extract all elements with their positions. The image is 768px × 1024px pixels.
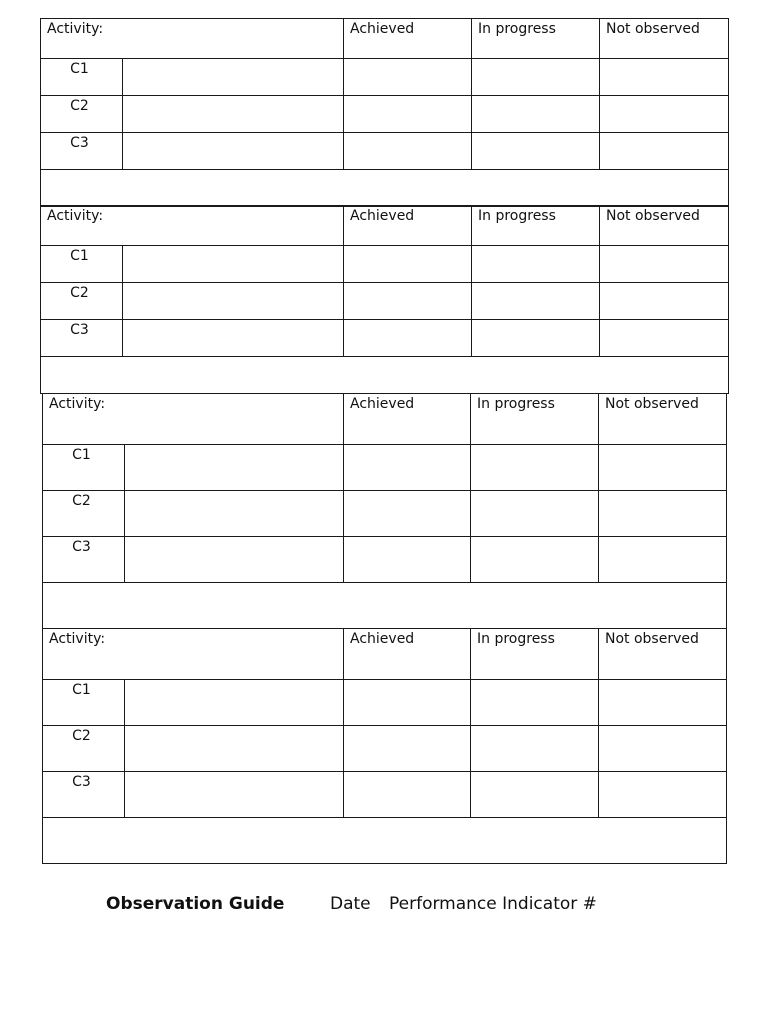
criterion-description-cell[interactable] xyxy=(125,491,344,537)
achieved-check-cell[interactable] xyxy=(344,96,472,133)
in-progress-check-cell[interactable] xyxy=(471,726,599,772)
not-observed-header xyxy=(600,19,729,59)
criterion-code: C1 xyxy=(72,682,91,698)
criterion-description-cell[interactable] xyxy=(123,59,344,96)
criterion-code-cell xyxy=(43,537,125,583)
achieved-check-cell[interactable] xyxy=(344,283,472,320)
criterion-row-c2 xyxy=(41,96,729,133)
criterion-description-cell[interactable] xyxy=(125,537,344,583)
not-observed-label: Not observed xyxy=(605,631,699,647)
not-observed-header xyxy=(599,629,727,680)
criterion-code-cell xyxy=(41,283,123,320)
table-header-row xyxy=(43,629,727,680)
achieved-check-cell[interactable] xyxy=(344,445,471,491)
notes-row xyxy=(43,818,727,864)
activity-cell[interactable] xyxy=(43,629,344,680)
criterion-description-cell[interactable] xyxy=(125,445,344,491)
not-observed-check-cell[interactable] xyxy=(600,246,729,283)
in-progress-label: In progress xyxy=(477,396,555,412)
notes-cell[interactable] xyxy=(43,818,727,864)
achieved-label: Achieved xyxy=(350,631,415,647)
activity-label: Activity: xyxy=(49,396,106,412)
not-observed-check-cell[interactable] xyxy=(600,96,729,133)
achieved-header xyxy=(344,206,472,246)
table-header-row xyxy=(41,19,729,59)
not-observed-check-cell[interactable] xyxy=(600,320,729,357)
table-header-row xyxy=(43,394,727,445)
criterion-code: C2 xyxy=(70,98,89,114)
not-observed-check-cell[interactable] xyxy=(599,772,727,818)
in-progress-header xyxy=(472,206,600,246)
criterion-description-cell[interactable] xyxy=(123,320,344,357)
criterion-code-cell xyxy=(41,96,123,133)
in-progress-check-cell[interactable] xyxy=(471,680,599,726)
achieved-header xyxy=(344,19,472,59)
criterion-code-cell xyxy=(43,680,125,726)
criterion-description-cell[interactable] xyxy=(125,772,344,818)
in-progress-check-cell[interactable] xyxy=(471,491,599,537)
not-observed-check-cell[interactable] xyxy=(600,59,729,96)
not-observed-check-cell[interactable] xyxy=(599,680,727,726)
criterion-description-cell[interactable] xyxy=(125,726,344,772)
activity-label: Activity: xyxy=(47,208,104,224)
not-observed-check-cell[interactable] xyxy=(599,537,727,583)
criterion-code: C1 xyxy=(70,61,89,77)
notes-cell[interactable] xyxy=(41,170,729,207)
activity-label: Activity: xyxy=(47,21,104,37)
not-observed-label: Not observed xyxy=(606,208,700,224)
in-progress-label: In progress xyxy=(478,208,556,224)
achieved-check-cell[interactable] xyxy=(344,246,472,283)
criterion-row-c1 xyxy=(43,445,727,491)
criterion-row-c3 xyxy=(43,537,727,583)
criterion-code: C2 xyxy=(72,493,91,509)
not-observed-check-cell[interactable] xyxy=(599,445,727,491)
achieved-check-cell[interactable] xyxy=(344,320,472,357)
criterion-description-cell[interactable] xyxy=(123,133,344,170)
criterion-row-c3 xyxy=(41,320,729,357)
criterion-code: C3 xyxy=(70,135,89,151)
in-progress-label: In progress xyxy=(477,631,555,647)
criterion-row-c2 xyxy=(43,726,727,772)
criterion-description-cell[interactable] xyxy=(123,283,344,320)
criterion-code: C1 xyxy=(72,447,91,463)
achieved-check-cell[interactable] xyxy=(344,491,471,537)
in-progress-header xyxy=(471,629,599,680)
criterion-code-cell xyxy=(43,726,125,772)
criterion-row-c1 xyxy=(41,59,729,96)
achieved-check-cell[interactable] xyxy=(344,59,472,96)
not-observed-label: Not observed xyxy=(606,21,700,37)
not-observed-header xyxy=(599,394,727,445)
observation-table-1 xyxy=(40,18,729,207)
criterion-row-c2 xyxy=(41,283,729,320)
in-progress-label: In progress xyxy=(478,21,556,37)
criterion-code: C1 xyxy=(70,248,89,264)
not-observed-check-cell[interactable] xyxy=(599,726,727,772)
achieved-label: Achieved xyxy=(350,396,415,412)
criterion-description-cell[interactable] xyxy=(123,246,344,283)
activity-cell[interactable] xyxy=(41,19,344,59)
observation-table-4 xyxy=(42,628,727,864)
criterion-row-c1 xyxy=(41,246,729,283)
observation-table-2 xyxy=(40,205,729,394)
criterion-code: C2 xyxy=(72,728,91,744)
not-observed-check-cell[interactable] xyxy=(599,491,727,537)
in-progress-check-cell[interactable] xyxy=(472,246,600,283)
in-progress-check-cell[interactable] xyxy=(471,537,599,583)
achieved-label: Achieved xyxy=(350,21,415,37)
criterion-code-cell xyxy=(43,445,125,491)
table-header-row xyxy=(41,206,729,246)
activity-label: Activity: xyxy=(49,631,106,647)
notes-row xyxy=(41,357,729,394)
criterion-code-cell xyxy=(43,491,125,537)
criterion-description-cell[interactable] xyxy=(123,96,344,133)
criterion-code: C3 xyxy=(70,322,89,338)
not-observed-check-cell[interactable] xyxy=(600,133,729,170)
notes-cell[interactable] xyxy=(41,357,729,394)
notes-row xyxy=(41,170,729,207)
criterion-code: C2 xyxy=(70,285,89,301)
criterion-row-c2 xyxy=(43,491,727,537)
in-progress-check-cell[interactable] xyxy=(472,320,600,357)
criterion-row-c3 xyxy=(43,772,727,818)
footer-indicator-label: Performance Indicator # xyxy=(389,894,597,914)
not-observed-check-cell[interactable] xyxy=(600,283,729,320)
achieved-check-cell[interactable] xyxy=(344,133,472,170)
criterion-code-cell xyxy=(41,320,123,357)
achieved-label: Achieved xyxy=(350,208,415,224)
in-progress-header xyxy=(472,19,600,59)
notes-cell[interactable] xyxy=(43,583,727,629)
in-progress-check-cell[interactable] xyxy=(471,445,599,491)
criterion-code: C3 xyxy=(72,774,91,790)
page-footer xyxy=(0,893,768,917)
in-progress-check-cell[interactable] xyxy=(472,133,600,170)
in-progress-check-cell[interactable] xyxy=(471,772,599,818)
in-progress-check-cell[interactable] xyxy=(472,283,600,320)
observation-table-3 xyxy=(42,393,727,629)
activity-cell[interactable] xyxy=(41,206,344,246)
achieved-check-cell[interactable] xyxy=(344,726,471,772)
criterion-row-c3 xyxy=(41,133,729,170)
achieved-check-cell[interactable] xyxy=(344,680,471,726)
footer-title: Observation Guide xyxy=(106,894,285,914)
in-progress-header xyxy=(471,394,599,445)
in-progress-check-cell[interactable] xyxy=(472,96,600,133)
achieved-header xyxy=(344,394,471,445)
in-progress-check-cell[interactable] xyxy=(472,59,600,96)
activity-cell[interactable] xyxy=(43,394,344,445)
criterion-code-cell xyxy=(41,133,123,170)
achieved-header xyxy=(344,629,471,680)
not-observed-header xyxy=(600,206,729,246)
notes-row xyxy=(43,583,727,629)
criterion-code-cell xyxy=(43,772,125,818)
criterion-row-c1 xyxy=(43,680,727,726)
criterion-description-cell[interactable] xyxy=(125,680,344,726)
achieved-check-cell[interactable] xyxy=(344,537,471,583)
achieved-check-cell[interactable] xyxy=(344,772,471,818)
criterion-code-cell xyxy=(41,59,123,96)
criterion-code-cell xyxy=(41,246,123,283)
criterion-code: C3 xyxy=(72,539,91,555)
not-observed-label: Not observed xyxy=(605,396,699,412)
footer-date-label: Date xyxy=(330,894,371,914)
